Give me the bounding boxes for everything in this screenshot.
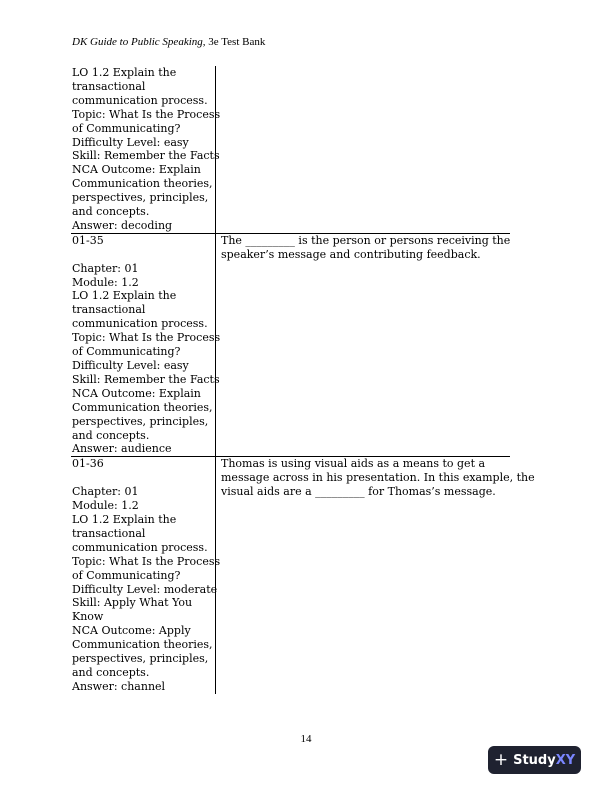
- page-number: 14: [300, 733, 312, 745]
- header-suffix: 3e Test Bank: [208, 36, 266, 48]
- meta-line: LO 1.2 Explain the: [72, 289, 177, 303]
- page-header: [72, 36, 265, 48]
- meta-line: and concepts.: [72, 665, 150, 679]
- question-table-body: [71, 66, 535, 694]
- meta-line: and concepts.: [72, 428, 150, 442]
- meta-line: Skill: Apply What You: [72, 596, 193, 610]
- meta-line: 01-35: [72, 233, 104, 247]
- question-line: speaker’s message and contributing feedback.: [221, 247, 481, 261]
- meta-line: LO 1.2 Explain the: [72, 512, 177, 526]
- meta-line: transactional: [72, 79, 146, 93]
- meta-line: Chapter: 01: [72, 261, 139, 275]
- meta-line: Difficulty Level: easy: [72, 135, 189, 149]
- meta-line: Module: 1.2: [72, 499, 139, 513]
- meta-line: perspectives, principles,: [72, 652, 209, 666]
- meta-line: NCA Outcome: Apply: [72, 624, 191, 638]
- studyxy-badge[interactable]: [488, 746, 581, 774]
- meta-line: Communication theories,: [72, 400, 213, 414]
- question-row: [71, 457, 510, 694]
- meta-line: Communication theories,: [72, 638, 213, 652]
- badge-study-text: Study: [513, 752, 556, 768]
- question-line: visual aids are a _________ for Thomas’s message.: [221, 485, 496, 499]
- meta-line: Difficulty Level: moderate: [72, 582, 218, 596]
- badge-xy-text: XY: [555, 752, 576, 768]
- question-row: [71, 66, 510, 233]
- meta-line: Answer: channel: [72, 679, 166, 693]
- question-row: [71, 233, 510, 456]
- meta-line: transactional: [72, 303, 146, 317]
- meta-line: communication process.: [72, 540, 208, 554]
- meta-line: Skill: Remember the Facts: [72, 149, 220, 163]
- meta-line: 01-36: [72, 457, 104, 471]
- meta-line: NCA Outcome: Explain: [72, 163, 201, 177]
- question-meta-cell: [71, 457, 221, 694]
- question-text-cell: [216, 457, 535, 694]
- meta-line: Communication theories,: [72, 177, 213, 191]
- meta-line: NCA Outcome: Explain: [72, 386, 201, 400]
- meta-line: and concepts.: [72, 205, 150, 219]
- meta-line: Chapter: 01: [72, 485, 139, 499]
- blank-line: [72, 248, 215, 262]
- question-line: Thomas is using visual aids as a means to get a: [221, 457, 486, 471]
- meta-line: Know: [72, 610, 104, 624]
- meta-line: of Communicating?: [72, 345, 181, 359]
- meta-line: transactional: [72, 526, 146, 540]
- meta-line: of Communicating?: [72, 568, 181, 582]
- meta-line: Topic: What Is the Process: [72, 554, 221, 568]
- book-title: DK Guide to Public Speaking,: [72, 36, 206, 48]
- question-meta-cell: [71, 66, 221, 233]
- question-line: The _________ is the person or persons receiving the: [221, 233, 511, 247]
- meta-line: perspectives, principles,: [72, 191, 209, 205]
- meta-line: communication process.: [72, 93, 208, 107]
- meta-line: Topic: What Is the Process: [72, 331, 221, 345]
- meta-line: Difficulty Level: easy: [72, 359, 189, 373]
- meta-line: LO 1.2 Explain the: [72, 66, 177, 79]
- meta-line: Answer: decoding: [72, 218, 173, 232]
- meta-line: communication process.: [72, 317, 208, 331]
- question-text-cell: [216, 233, 511, 456]
- question-meta-cell: [71, 233, 221, 456]
- plus-icon: +: [493, 749, 509, 770]
- blank-line: [72, 471, 215, 485]
- meta-line: perspectives, principles,: [72, 414, 209, 428]
- meta-line: Skill: Remember the Facts: [72, 372, 220, 386]
- meta-line: Answer: audience: [72, 442, 172, 456]
- meta-line: Module: 1.2: [72, 275, 139, 289]
- question-text-cell: [216, 66, 511, 233]
- meta-line: Topic: What Is the Process: [72, 107, 221, 121]
- meta-line: of Communicating?: [72, 121, 181, 135]
- question-line: message across in his presentation. In this example, the: [221, 471, 535, 485]
- question-table: [71, 66, 535, 694]
